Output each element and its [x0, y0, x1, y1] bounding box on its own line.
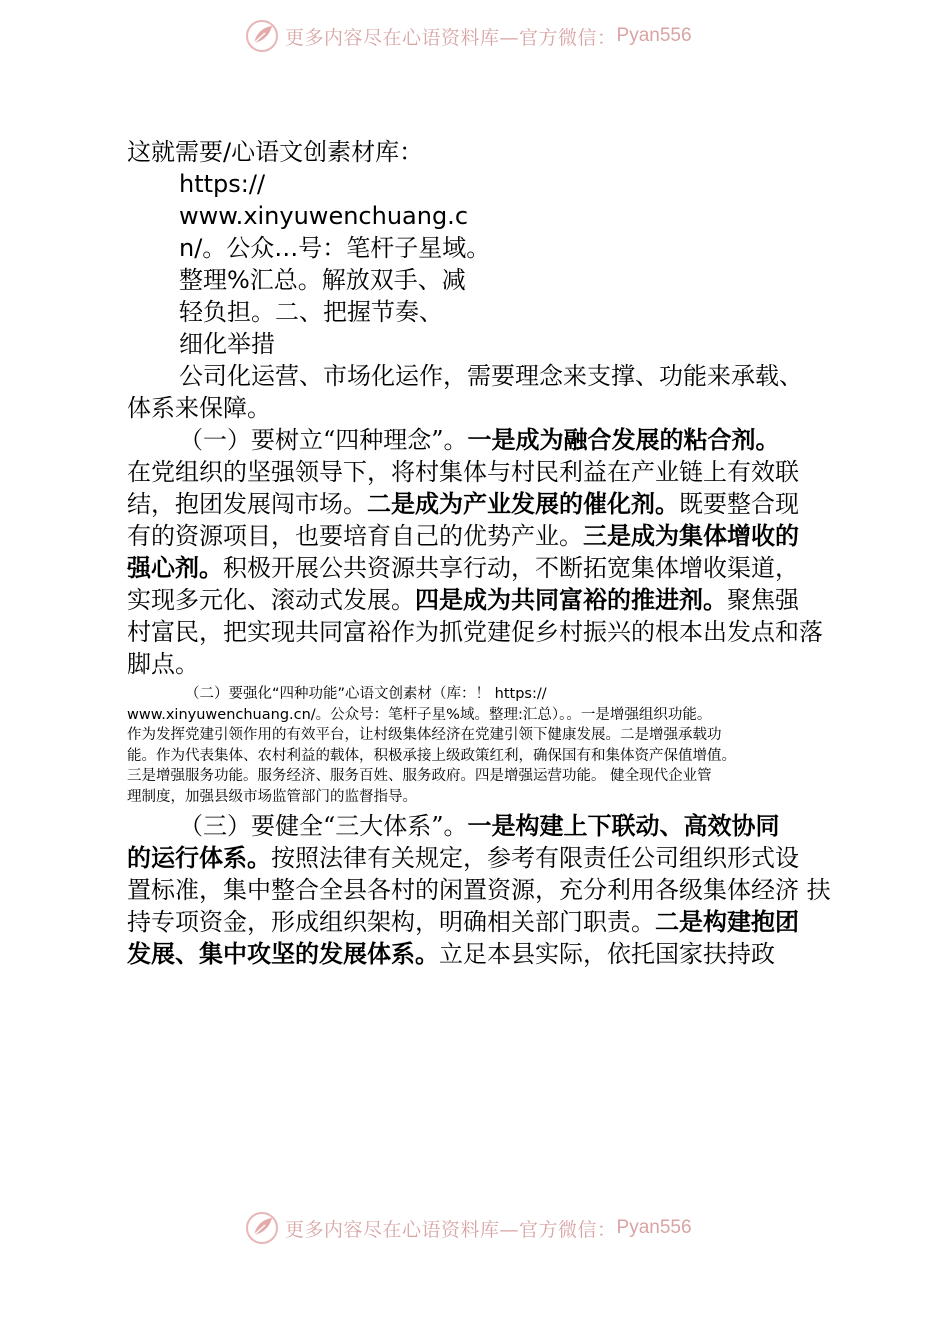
footer-banner: [245, 1208, 692, 1248]
text-line: 有的资源项目，也要培育自己的优势产业。三是成为集体增收的: [127, 522, 799, 550]
text-line: 发展、集中攻坚的发展体系。立足本县实际，依托国家扶持政: [127, 940, 775, 968]
text-line: n/。公众…号：笔杆子星域。: [179, 234, 491, 262]
small-text-line: （二）要强化“四种功能”心语文创素材（库：！ https://: [185, 686, 547, 702]
section-2-block: [127, 684, 847, 807]
text-line: https://: [179, 170, 266, 198]
text-line: 细化举措: [179, 330, 275, 358]
small-text-line: www.xinyuwenchuang.cn/。公众号：笔杆子星%域。整理:汇总）。。一是增强组织功能。: [127, 706, 712, 723]
text-line: 在党组织的坚强领导下，将村集体与村民利益在产业链上有效联: [127, 458, 799, 486]
text-line: 实现多元化、滚动式发展。四是成为共同富裕的推进剂。聚焦强: [127, 586, 799, 614]
banner-text: 更多内容尽在心语资料库—官方微信：: [285, 26, 617, 49]
small-text-line: 能。作为代表集体、农村利益的载体，积极承接上级政策红利，确保国有和集体资产保值增值。: [127, 747, 736, 764]
wechat-id: Pyan556: [616, 1217, 692, 1238]
text-line: 脚点。: [127, 650, 199, 678]
small-text-line: 三是增强服务功能。服务经济、服务百姓、服务政府。四是增强运营功能。 健全现代企业管: [127, 768, 712, 784]
text-line: 公司化运营、市场化运作，需要理念来支撑、功能来承载、: [179, 362, 803, 390]
banner-text: 更多内容尽在心语资料库—官方微信：: [285, 1218, 617, 1241]
text-line: 持专项资金，形成组织架构，明确相关部门职责。二是构建抱团: [127, 908, 799, 936]
section-heading-1: （一）要树立“四种理念”。一是成为融合发展的粘合剂。: [179, 426, 780, 454]
text-line: 轻负担。二、把握节奏、: [179, 298, 443, 326]
text-line: www.xinyuwenchuang.c: [179, 202, 469, 230]
text-line: 这就需要/心语文创素材库：: [127, 138, 424, 166]
text-line: 体系来保障。: [127, 394, 271, 422]
leaf-logo-icon: [245, 19, 279, 53]
small-text-line: 作为发挥党建引领作用的有效平台，让村级集体经济在党建引领下健康发展。二是增强承载功: [127, 727, 722, 743]
text-line: 置标准，集中整合全县各村的闲置资源，充分利用各级集体经济 扶: [127, 876, 831, 904]
text-line: 村富民，把实现共同富裕作为抓党建促乡村振兴的根本出发点和落: [127, 618, 823, 646]
text-line: 强心剂。积极开展公共资源共享行动，不断拓宽集体增收渠道，: [127, 554, 799, 582]
leaf-logo-icon: [245, 1211, 279, 1245]
section-heading-3: （三）要健全“三大体系”。一是构建上下联动、高效协同: [179, 812, 780, 840]
small-text-line: 理制度，加强县级市场监管部门的监督指导。: [127, 788, 417, 805]
text-line: 的运行体系。按照法律有关规定，参考有限责任公司组织形式设: [127, 844, 799, 872]
document-body: [127, 136, 847, 970]
text-line: 整理%汇总。解放双手、减: [179, 266, 466, 294]
header-banner: [245, 16, 692, 56]
text-line: 结，抱团发展闯市场。二是成为产业发展的催化剂。既要整合现: [127, 490, 799, 518]
wechat-id: Pyan556: [616, 25, 692, 46]
